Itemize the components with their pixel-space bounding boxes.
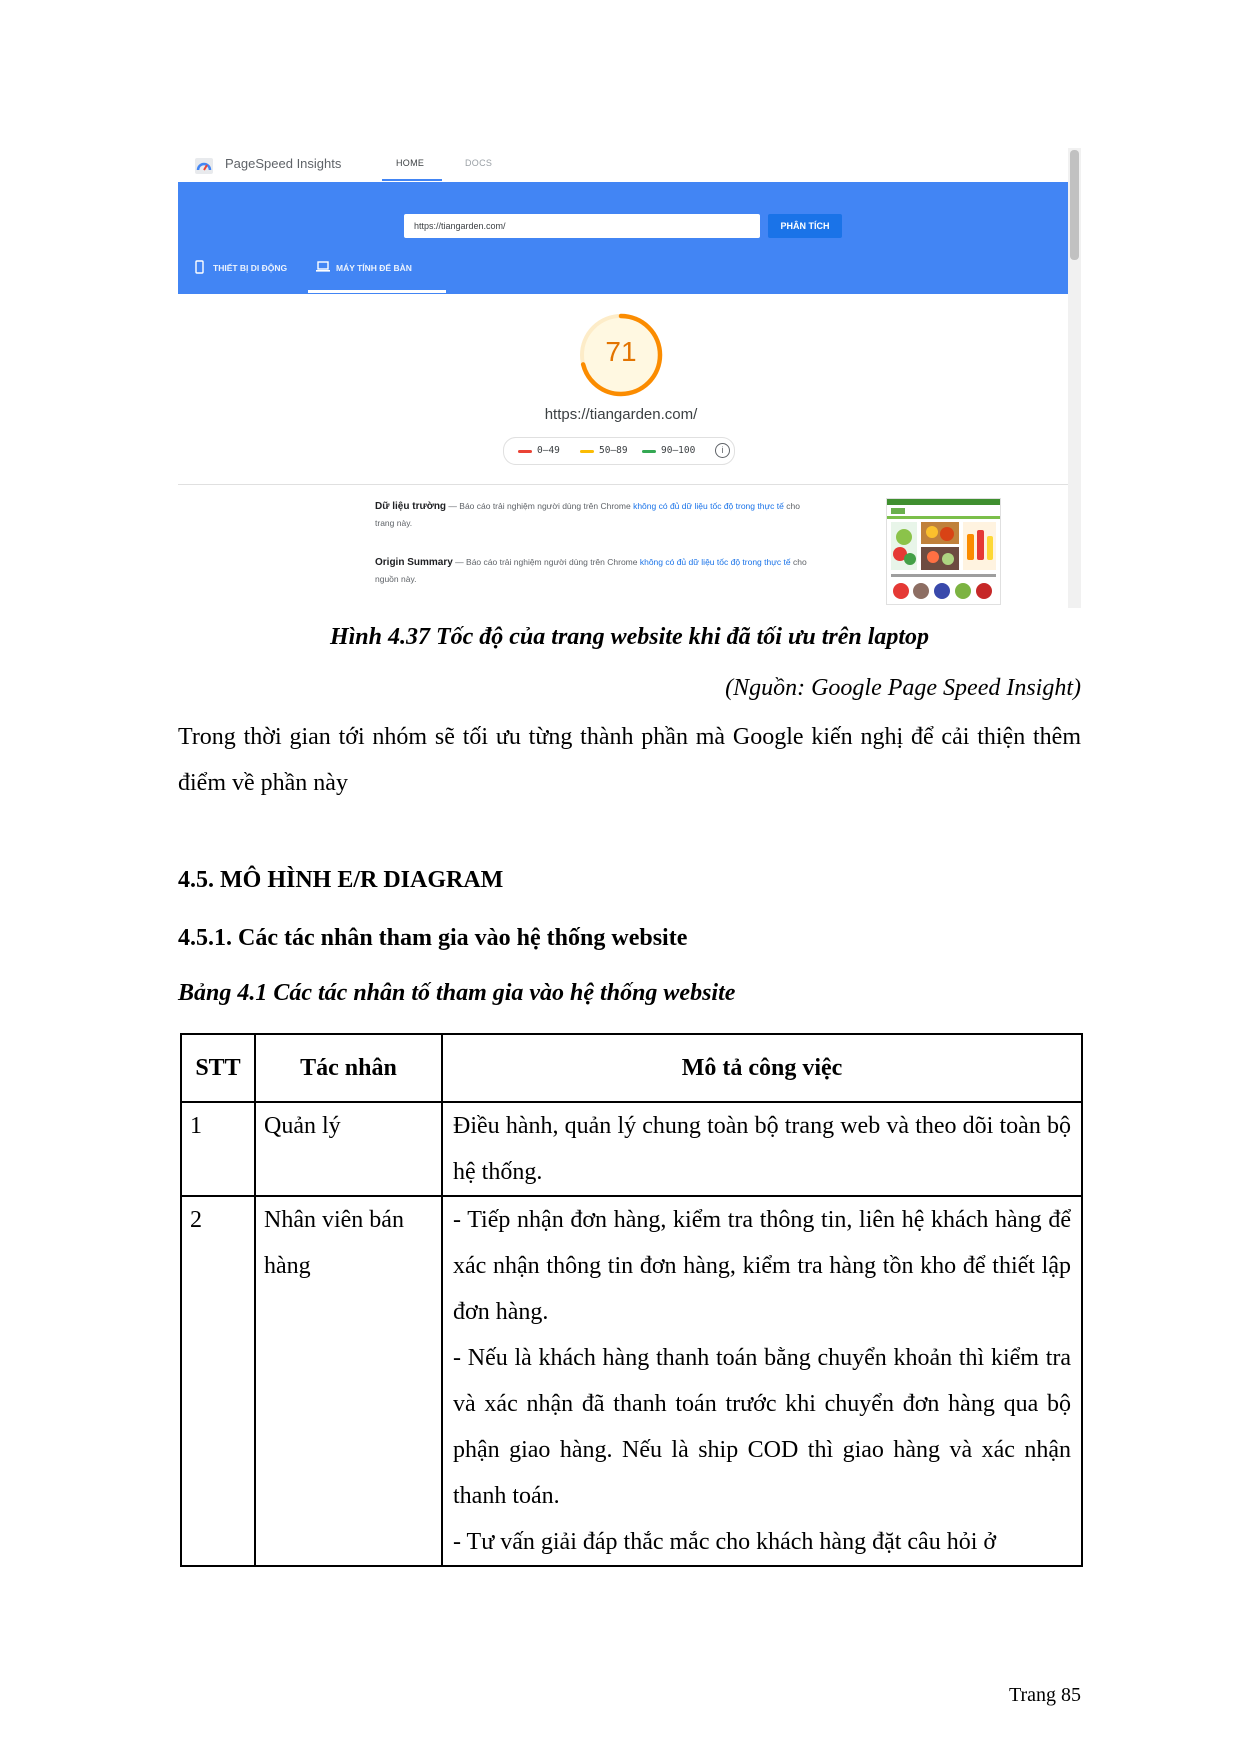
body-paragraph: Trong thời gian tới nhóm sẽ tối ưu từng thành phần mà Google kiến nghị để cải thiện thêm điểm về phần này [178, 724, 1081, 796]
table-caption: Bảng 4.1 Các tác nhân tố tham gia vào hệ thống website [178, 980, 736, 1006]
performance-score: 71 [605, 336, 637, 367]
url-input[interactable]: https://tiangarden.com/ [404, 214, 760, 238]
row-description [442, 1102, 1082, 1196]
info-icon[interactable]: i [715, 443, 730, 458]
header-actor: Tác nhân [255, 1034, 442, 1102]
field-data-text: — Báo cáo trải nghiệm người dùng trên Chrome [446, 501, 634, 511]
row-stt: 1 [181, 1102, 255, 1196]
legend-poor-swatch [518, 450, 532, 453]
scrollbar-thumb[interactable] [1070, 150, 1079, 260]
legend-good: 90–100 [661, 445, 696, 456]
table-header-row [181, 1034, 1082, 1102]
legend-average-swatch [580, 450, 594, 453]
header-description: Mô tả công việc [442, 1034, 1082, 1102]
table-row [181, 1196, 1082, 1566]
field-data-link[interactable]: không có đủ dữ liệu tốc độ trong thực tế [633, 501, 784, 511]
row-description [442, 1196, 1082, 1566]
origin-summary-tail: cho nguồn này. [375, 557, 807, 584]
tab-desktop[interactable]: MÁY TÍNH ĐỂ BÀN [336, 263, 412, 273]
tab-docs[interactable]: DOCS [465, 158, 493, 168]
origin-summary-link[interactable]: không có đủ dữ liệu tốc độ trong thực tế [639, 557, 791, 567]
psi-brand: PageSpeed Insights [225, 156, 342, 171]
legend-poor: 0–49 [537, 445, 560, 456]
psi-divider [178, 484, 1068, 485]
subsection-heading: 4.5.1. Các tác nhân tham gia vào hệ thống website [178, 925, 688, 951]
website-thumbnail-image [887, 499, 1000, 604]
website-thumbnail [886, 498, 1001, 605]
psi-topbar [178, 148, 1068, 182]
pagespeed-screenshot [178, 148, 1081, 608]
device-tab-indicator [308, 290, 446, 293]
description-line: Điều hành, quản lý chung toàn bộ trang web và theo dõi toàn bộ hệ thống. [453, 1113, 1071, 1185]
scrollbar[interactable] [1068, 148, 1081, 608]
origin-summary-text: — Báo cáo trải nghiệm người dùng trên Chrome [452, 557, 640, 567]
tab-home[interactable]: HOME [396, 158, 425, 168]
actors-table [180, 1033, 1083, 1567]
mobile-icon [195, 260, 204, 274]
figure-caption: Hình 4.37 Tốc độ của trang website khi đã tối ưu trên laptop [329, 624, 930, 650]
header-stt: STT [181, 1034, 255, 1102]
description-line: - Nếu là khách hàng thanh toán bằng chuyển khoản thì kiểm tra và xác nhận đã thanh toán trước khi chuyển đơn hàng qua bộ phận giao hàng. Nếu là ship COD thì giao hàng và xác nhận thanh toán. [453, 1345, 1071, 1509]
page-number: Trang 85 [1009, 1684, 1082, 1706]
active-tab-indicator [382, 179, 442, 181]
tested-url: https://tiangarden.com/ [544, 406, 698, 423]
psi-header-band [178, 182, 1068, 294]
description-line: - Tiếp nhận đơn hàng, kiểm tra thông tin, liên hệ khách hàng để xác nhận thông tin đơn hàng, kiểm tra hàng tồn kho để thiết lập đơn hàng. [453, 1207, 1071, 1325]
row-stt: 2 [181, 1196, 255, 1566]
figure-source: (Nguồn: Google Page Speed Insight) [725, 675, 1081, 701]
score-legend [503, 437, 735, 465]
tab-mobile[interactable]: THIẾT BỊ DI ĐỘNG [213, 263, 288, 273]
pagespeed-logo-icon [195, 158, 213, 174]
origin-summary-title: Origin Summary [375, 557, 453, 568]
description-line: - Tư vấn giải đáp thắc mắc cho khách hàng đặt câu hỏi ở [453, 1529, 997, 1555]
section-heading: 4.5. MÔ HÌNH E/R DIAGRAM [178, 867, 504, 893]
field-data-title: Dữ liệu trường [375, 501, 447, 512]
row-actor: Quản lý [255, 1102, 442, 1196]
analyze-button[interactable]: PHÂN TÍCH [768, 214, 842, 238]
field-data-note [375, 498, 820, 532]
legend-average: 50–89 [599, 445, 628, 456]
row-actor: Nhân viên bán hàng [255, 1196, 442, 1566]
laptop-icon [316, 261, 330, 273]
table-row [181, 1102, 1082, 1196]
legend-good-swatch [642, 450, 656, 453]
field-data-tail: cho trang này. [375, 501, 800, 528]
origin-summary-note [375, 554, 820, 588]
